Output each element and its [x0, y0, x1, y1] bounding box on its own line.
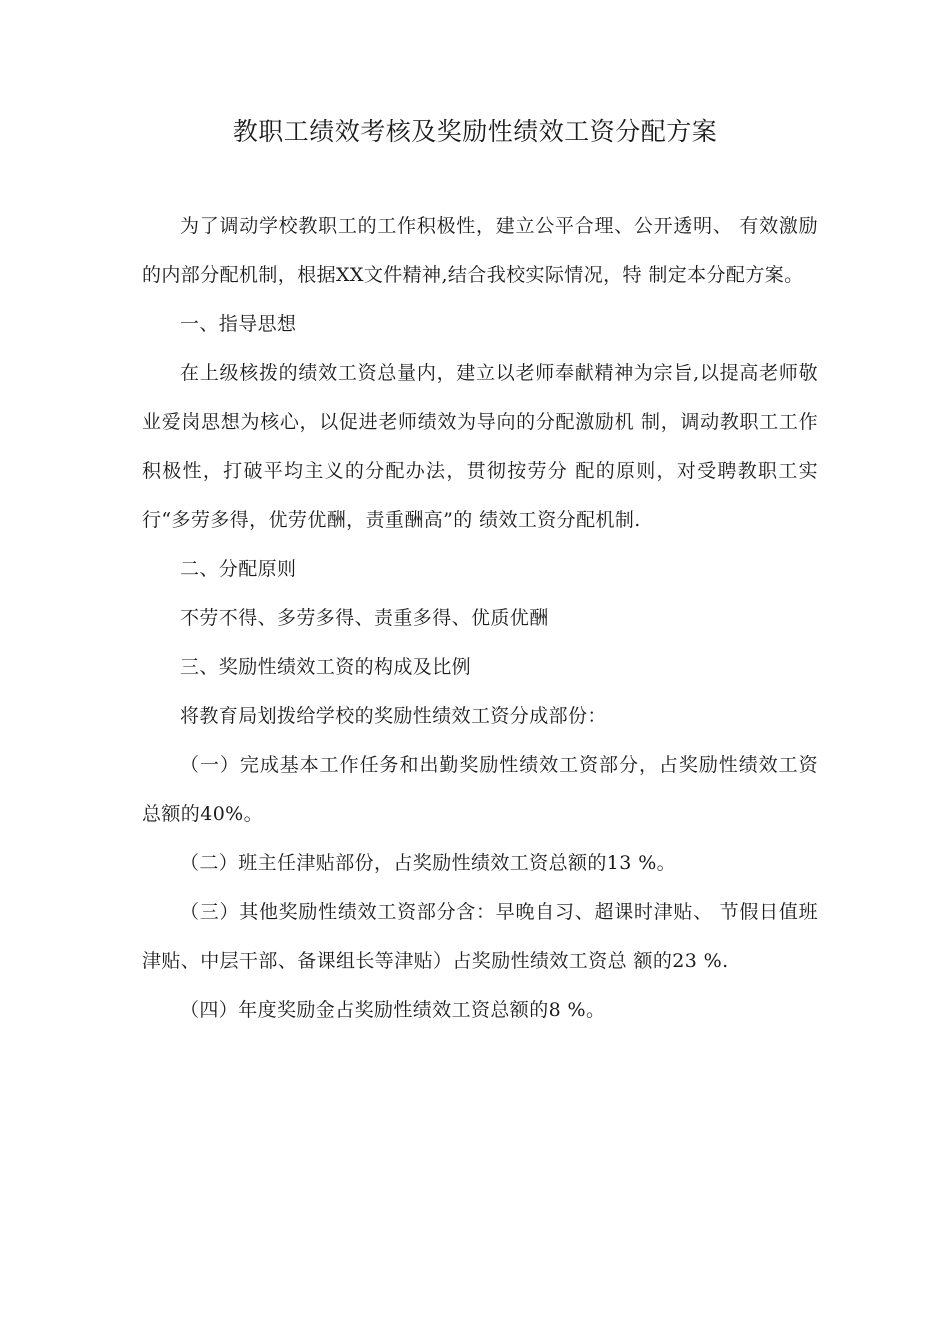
composition-intro-paragraph: 将教育局划拨给学校的奖励性绩效工资分成部份：	[180, 705, 607, 727]
document-body	[142, 202, 818, 1035]
section-heading-composition-ratio: 三、奖励性绩效工资的构成及比例	[180, 656, 472, 678]
guiding-ideology-paragraph: 在上级核拨的绩效工资总量内，建立以老师奉献精神为宗旨,以提高老师敬业爱岗思想为核心，以促进老师绩效为导向的分配激励机 制，调动教职工工作积极性，打破平均主义的分配办法，贯彻按劳分 配的原则，对受聘教职工实行“多劳多得，优劳优酬，责重酬高”的 绩效工资分配机制.	[142, 362, 818, 531]
composition-item-1: （一）完成基本工作任务和出勤奖励性绩效工资部分，占奖励性绩效工资总额的40%。	[142, 754, 818, 825]
composition-item-2: （二）班主任津贴部份，占奖励性绩效工资总额的13 %。	[180, 852, 677, 874]
composition-item-3: （三）其他奖励性绩效工资部分含：早晚自习、超课时津贴、 节假日值班津贴、中层干部、备课组长等津贴）占奖励性绩效工资总 额的23 %.	[142, 901, 818, 972]
section-heading-distribution-principle: 二、分配原则	[180, 558, 297, 580]
intro-paragraph: 为了调动学校教职工的工作积极性，建立公平合理、公开透明、 有效激励的内部分配机制，根据XX文件精神,结合我校实际情况，特 制定本分配方案。	[142, 215, 818, 286]
distribution-principle-paragraph: 不劳不得、多劳多得、责重多得、优质优酬	[180, 607, 549, 629]
composition-item-4: （四）年度奖励金占奖励性绩效工资总额的8 %。	[180, 999, 606, 1021]
document-title: 教职工绩效考核及奖励性绩效工资分配方案	[232, 117, 718, 146]
section-heading-guiding-ideology: 一、指导思想	[180, 313, 297, 335]
